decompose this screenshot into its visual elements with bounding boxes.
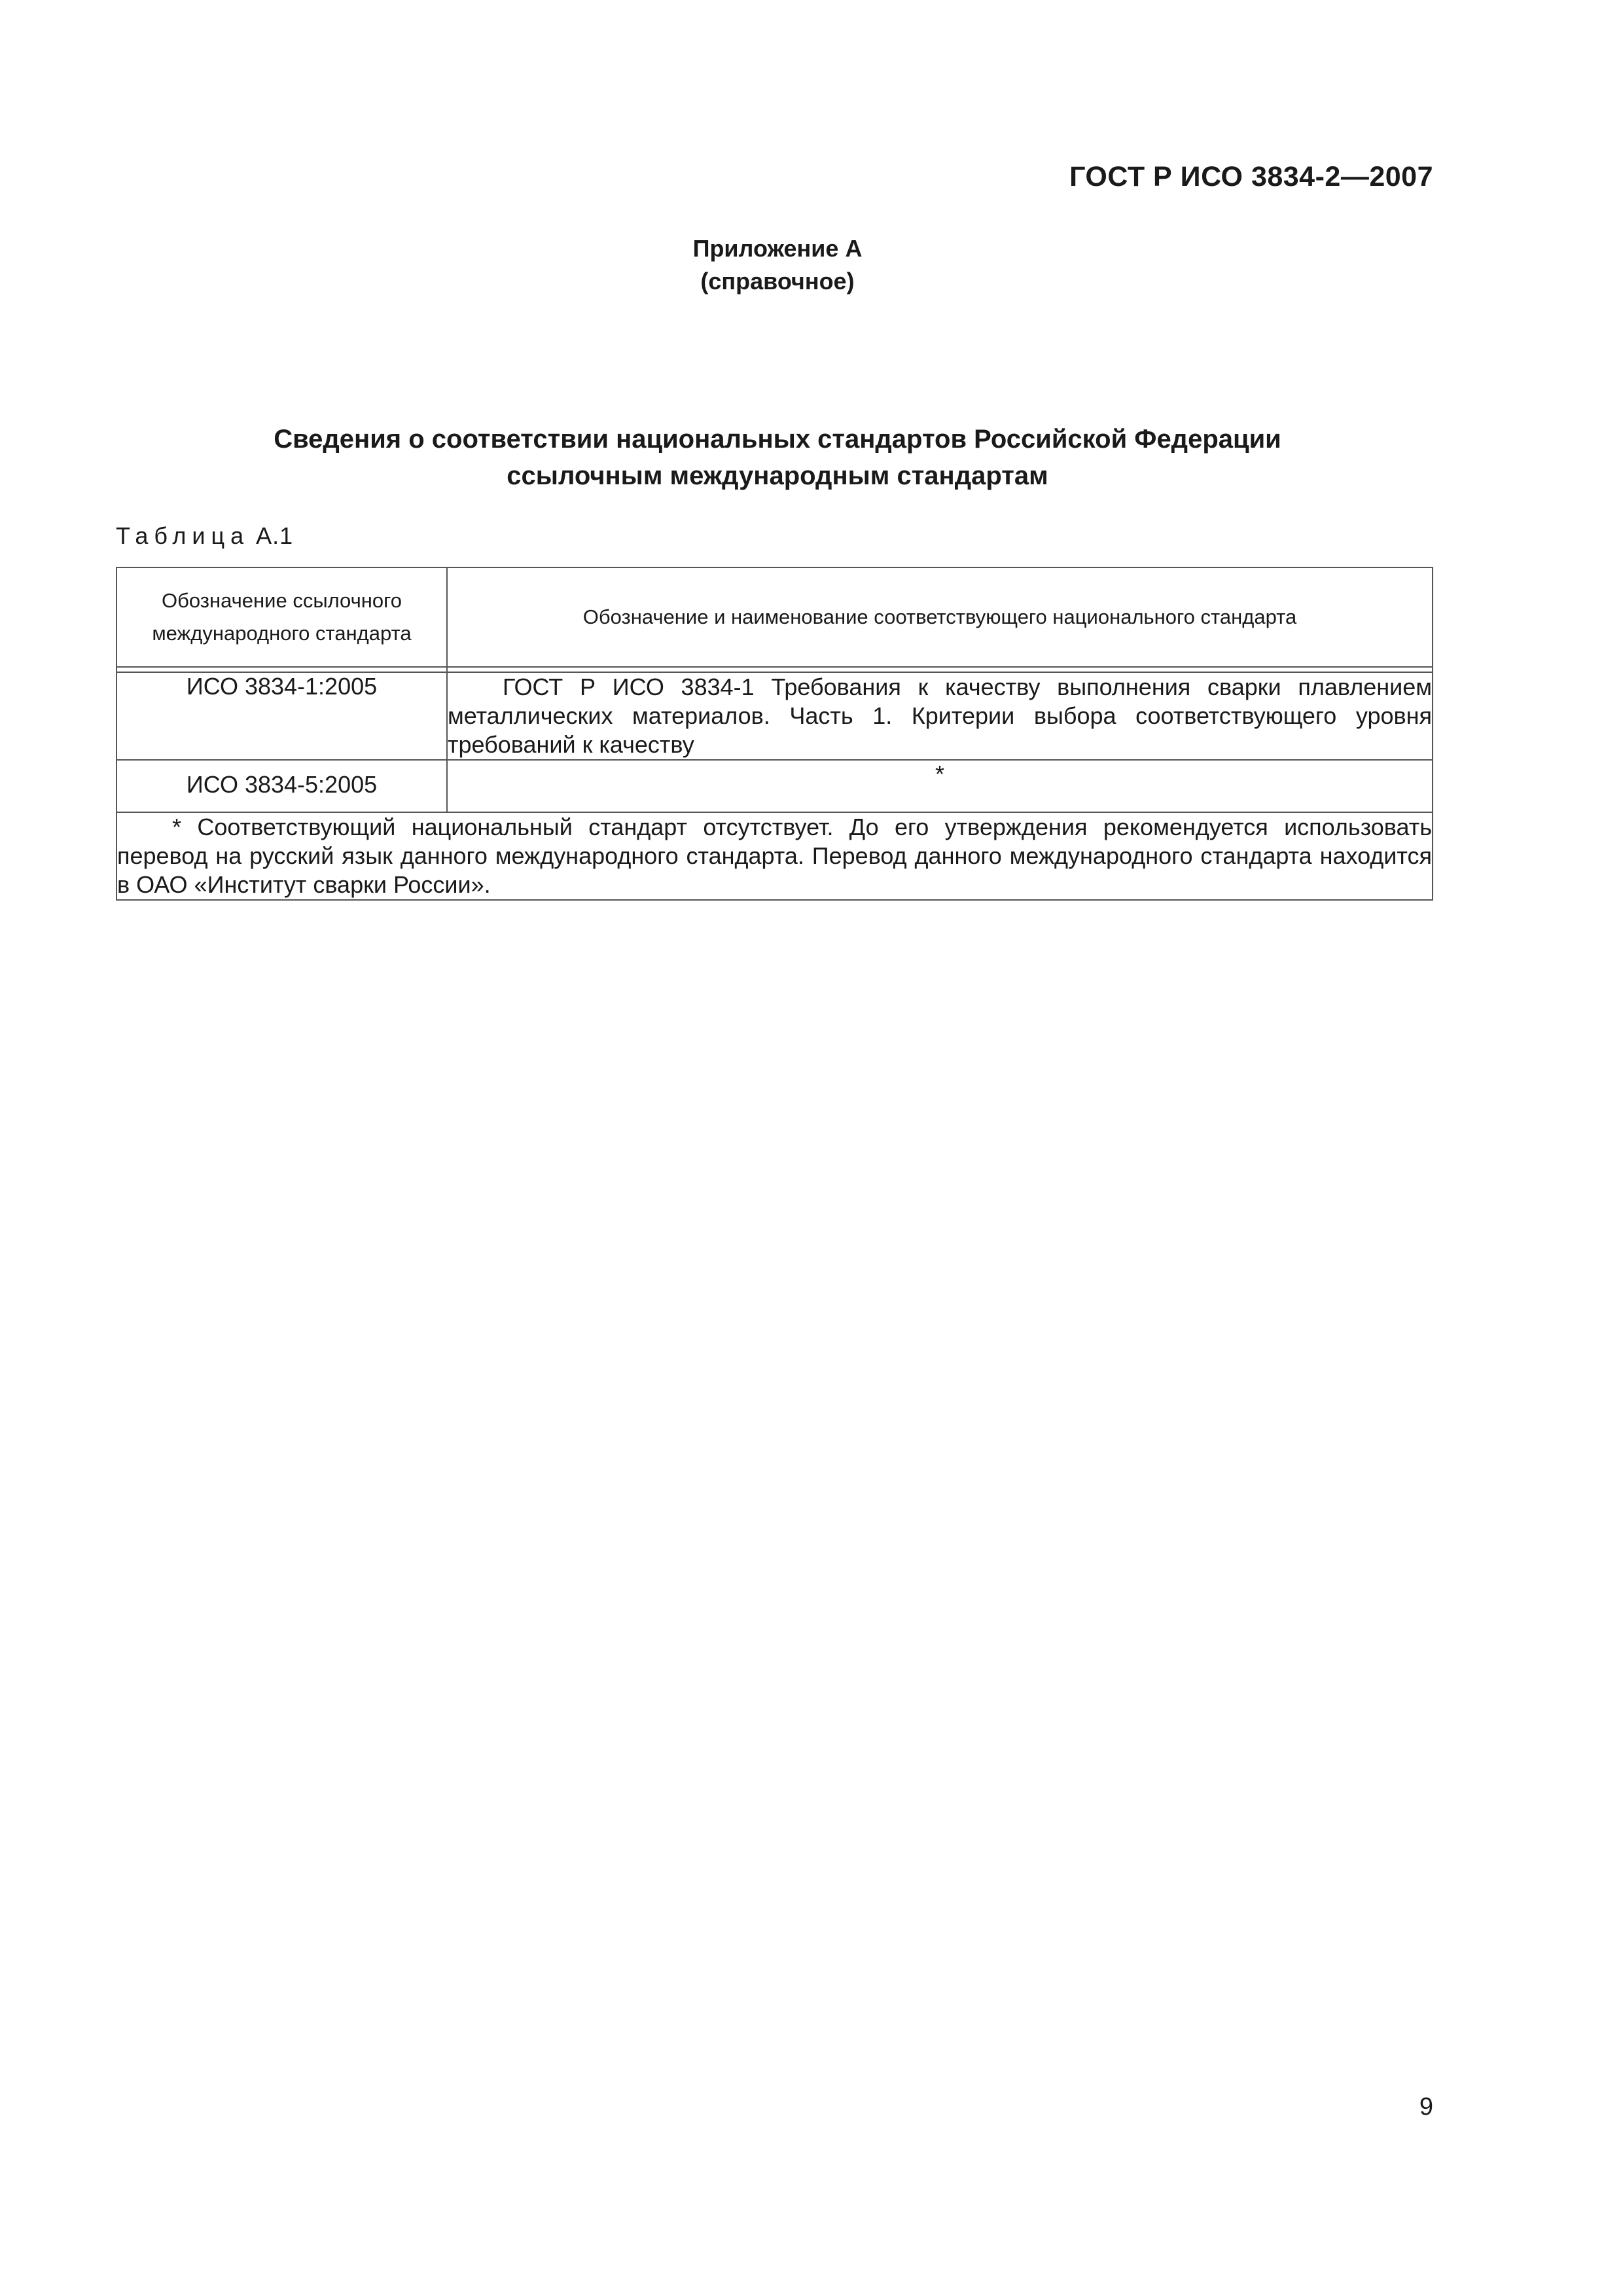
table-caption-number: А.1 [256,522,294,549]
table-caption-word: Таблица [116,522,250,549]
table-row [116,760,1433,812]
section-title-line-1: Сведения о соответствии национальных стандартов Российской Федерации [274,425,1281,454]
table-row [116,672,1433,760]
table-header-row [116,567,1433,667]
page-number: 9 [1419,2093,1433,2121]
table-footnote [116,812,1433,900]
section-title-line-2: ссылочным международным стандартам [507,461,1048,490]
header-divider-cell-1 [116,667,447,672]
table-caption [116,522,293,550]
national-standard-cell [447,672,1433,760]
table-footnote-row [116,812,1433,900]
header-col1-line-2: международного стандарта [152,622,412,645]
header-divider-cell-2 [447,667,1433,672]
header-col1-line-1: Обозначение ссылочного [162,589,402,612]
international-standard-cell: ИСО 3834-1:2005 [116,672,447,760]
annex-title: Приложение А [692,235,863,262]
header-national-standard: Обозначение и наименование соответствующего национального стандарта [447,567,1433,667]
header-international-standard [116,567,447,667]
annex-type: (справочное) [700,268,855,295]
header-divider [116,667,1433,672]
document-code: ГОСТ Р ИСО 3834-2—2007 [1069,161,1433,192]
standards-table [116,567,1433,901]
national-standard-text: ГОСТ Р ИСО 3834-1 Требования к качеству выполнения сварки плавлением металлических материалов. Часть 1. Критерии выбора соответствующего уровня требований к качеству [448,673,1432,758]
annex-heading [0,232,1555,298]
section-title [0,421,1555,494]
national-standard-cell: * [447,760,1433,812]
international-standard-cell: ИСО 3834-5:2005 [116,760,447,812]
table-footnote-text: * Соответствующий национальный стандарт отсутствует. До его утверждения рекомендуется использовать перевод на русский язык данного международного стандарта. Перевод данного международного стандарта находится в ОАО «Институт сварки России». [117,814,1432,898]
